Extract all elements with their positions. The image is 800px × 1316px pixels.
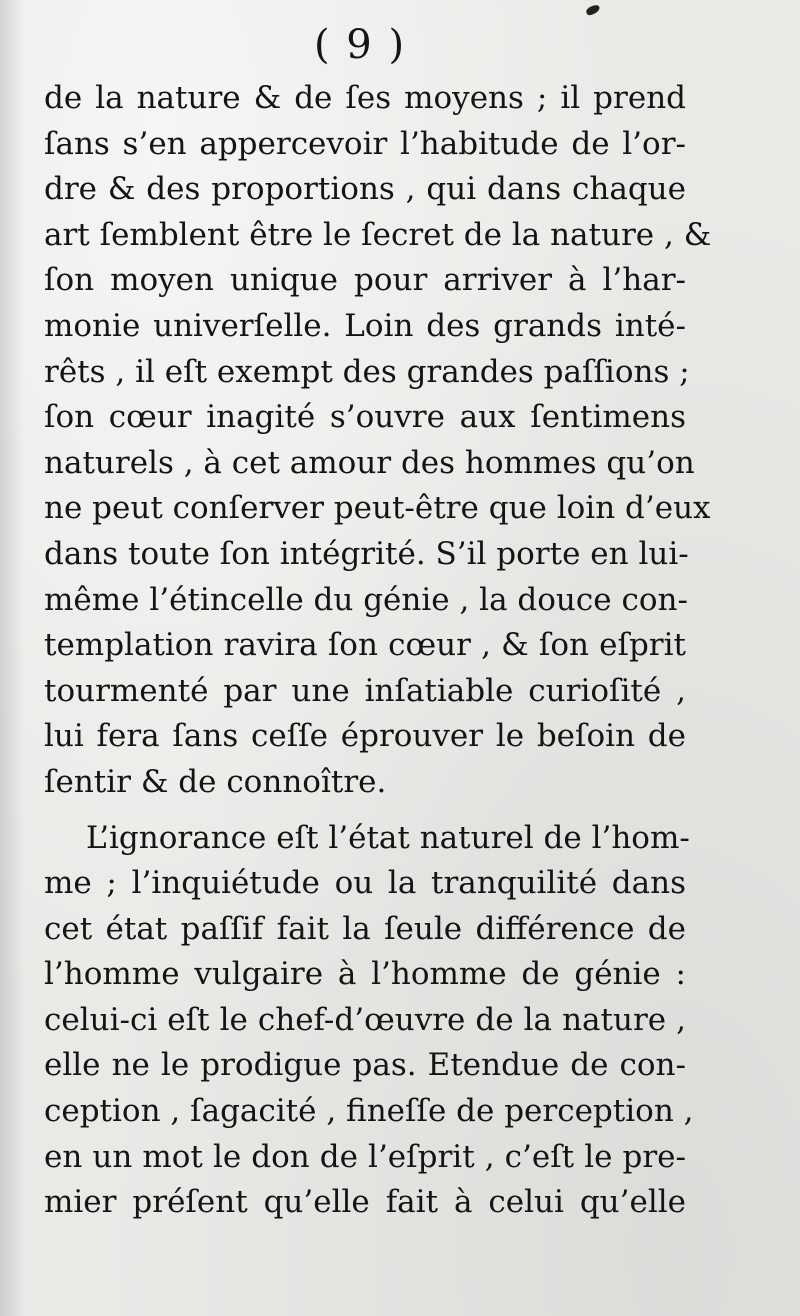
ink-mark — [585, 4, 601, 16]
text-line: mier préſent qu’elle fait à celui qu’elle — [44, 1184, 686, 1221]
text-line: naturels , à cet amour des hommes qu’on — [44, 444, 695, 481]
text-line: rêts , il eſt exempt des grandes paſſions ; — [44, 353, 690, 390]
text-line: ſentir & de connoître. — [44, 763, 387, 800]
page-number: ( 9 ) — [313, 22, 407, 68]
text-line: ception , ſagacité , fineſſe de perception , — [44, 1093, 694, 1130]
text-line: ne peut conſerver peut-être que loin d’eux — [44, 490, 711, 527]
text-line: dre & des proportions , qui dans chaque — [44, 171, 686, 208]
text-line: cet état paſſif fait la ſeule différence de — [44, 910, 686, 947]
text-line: même l’étincelle du génie , la douce con- — [44, 581, 688, 618]
text-line: ſans s’en appercevoir l’habitude de l’or- — [44, 125, 686, 162]
text-line: L’ignorance eſt l’état naturel de l’hom- — [86, 819, 690, 856]
text-line: monie univerſelle. Loin des grands inté- — [44, 307, 686, 344]
text-line: art ſemblent être le ſecret de la nature , & — [44, 216, 712, 253]
text-line: en un mot le don de l’eſprit , c’eſt le pre- — [44, 1138, 686, 1175]
text-line: dans toute ſon intégrité. S’il porte en lui- — [44, 535, 689, 572]
text-line: tourmenté par une inſatiable curioſité , — [44, 672, 686, 709]
gutter-shadow — [0, 0, 24, 1316]
text-line: me ; l’inquiétude ou la tranquilité dans — [44, 865, 686, 902]
paragraph-1 — [44, 76, 712, 806]
text-line: templation ravira ſon cœur , & ſon eſprit — [44, 627, 686, 664]
paragraph-gap — [44, 806, 686, 816]
text-line: elle ne le prodigue pas. Etendue de con- — [44, 1047, 686, 1084]
page-text — [44, 76, 712, 1226]
text-line: l’homme vulgaire à l’homme de génie : — [44, 956, 686, 993]
paragraph-2 — [44, 816, 694, 1226]
text-line: celui-ci eſt le chef-d’œuvre de la nature , — [44, 1001, 686, 1038]
text-line: de la nature & de ſes moyens ; il prend — [44, 80, 686, 116]
text-line: ſon moyen unique pour arriver à l’har- — [44, 262, 686, 299]
text-line: ſon cœur inagité s’ouvre aux ſentimens — [44, 399, 686, 436]
text-line: lui fera ſans ceſſe éprouver le beſoin de — [44, 718, 686, 755]
